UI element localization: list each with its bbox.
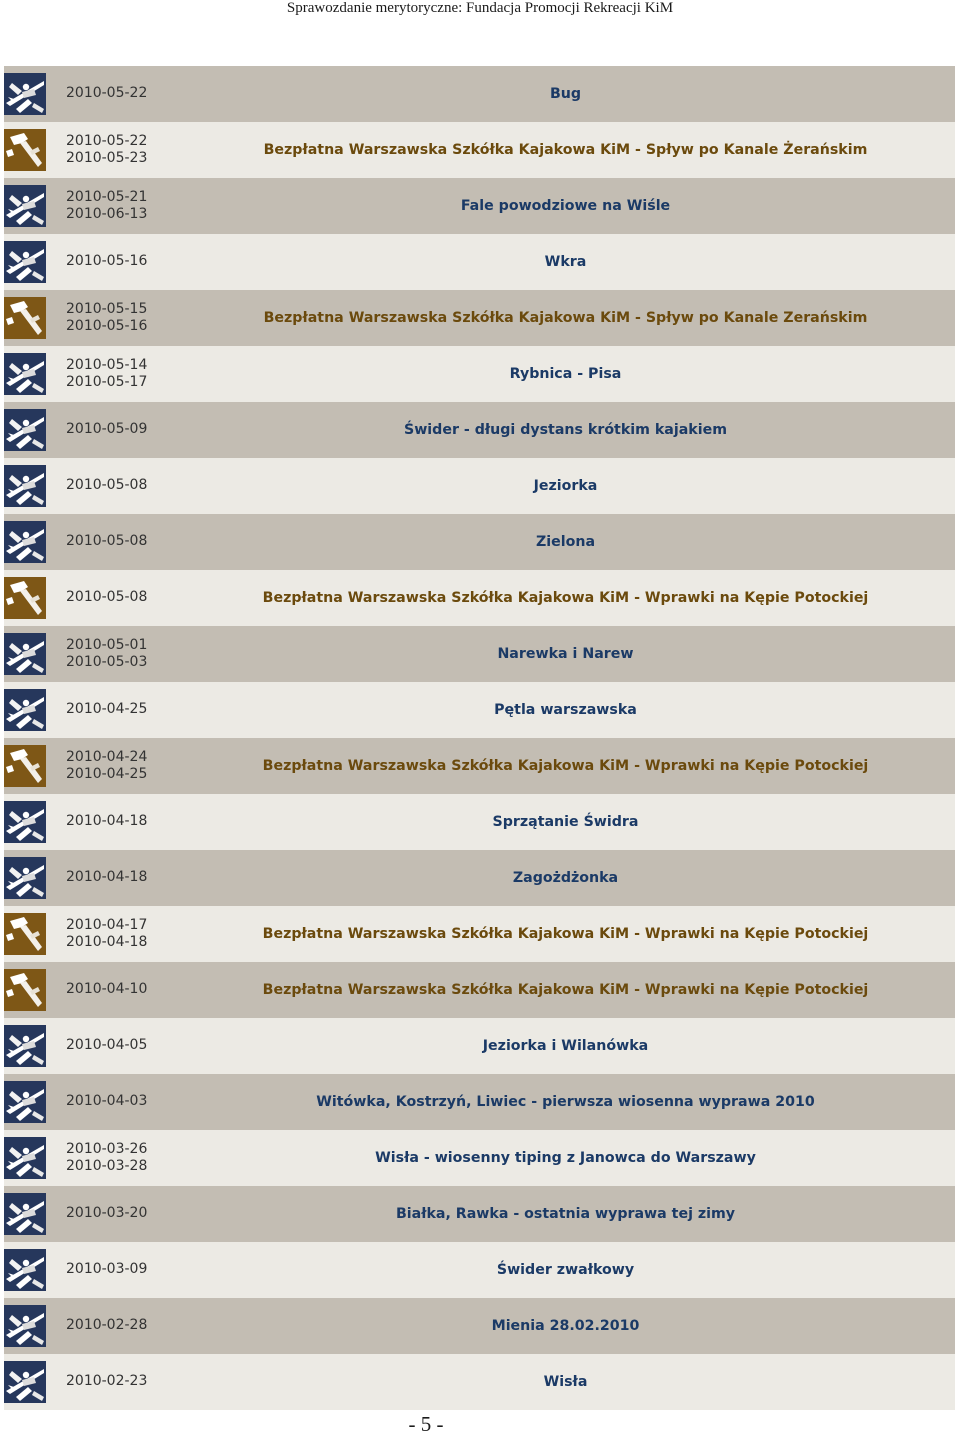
event-date: 2010-04-25 [66,766,148,782]
event-date: 2010-05-23 [66,150,148,166]
event-title-link[interactable]: Zagożdżonka [512,870,619,886]
event-title-link[interactable]: Bezpłatna Warszawska Szkółka Kajakowa KiM - Spływ po Kanale Żerańskim [263,142,868,158]
hammer-icon [4,913,46,955]
event-title-link[interactable]: Zielona [535,534,596,550]
list-item [4,682,955,738]
canoe-trip-icon [4,185,46,227]
event-dates [66,346,176,402]
event-date: 2010-03-28 [66,1158,148,1174]
event-date: 2010-06-13 [66,206,148,222]
event-title-link[interactable]: Bezpłatna Warszawska Szkółka Kajakowa KiM - Wprawki na Kępie Potockiej [262,926,869,942]
event-title-link[interactable]: Jeziorka i Wilanówka [482,1038,649,1054]
list-item [4,906,955,962]
event-date: 2010-03-26 [66,1140,148,1157]
event-title-link[interactable]: Świder zwałkowy [496,1262,635,1278]
event-title-link[interactable]: Fale powodziowe na Wiśle [460,198,671,214]
event-dates [66,682,176,738]
canoe-trip-icon [4,1361,46,1403]
list-item [4,850,955,906]
event-title-link[interactable]: Bezpłatna Warszawska Szkółka Kajakowa KiM - Wprawki na Kępie Potockiej [262,590,869,606]
list-item [4,1298,955,1354]
list-item [4,1130,955,1186]
event-title-link[interactable]: Rybnica - Pisa [509,366,622,382]
event-date: 2010-04-18 [66,869,148,886]
event-date: 2010-02-28 [66,1317,148,1334]
list-item [4,290,955,346]
event-date: 2010-02-23 [66,1373,148,1390]
event-dates [66,66,176,122]
event-title-link[interactable]: Białka, Rawka - ostatnia wyprawa tej zimy [395,1206,736,1222]
list-item [4,570,955,626]
list-item [4,458,955,514]
page-header: Sprawozdanie merytoryczne: Fundacja Promocji Rekreacji KiM [286,0,674,16]
canoe-trip-icon [4,465,46,507]
event-dates [66,1354,176,1410]
canoe-trip-icon [4,689,46,731]
event-date: 2010-05-17 [66,374,148,390]
canoe-trip-icon [4,241,46,283]
hammer-icon [4,129,46,171]
event-dates [66,402,176,458]
event-date: 2010-04-18 [66,934,148,950]
canoe-trip-icon [4,73,46,115]
event-dates [66,850,176,906]
canoe-trip-icon [4,353,46,395]
list-item [4,738,955,794]
event-date: 2010-05-15 [66,300,148,317]
event-dates [66,458,176,514]
list-item [4,1354,955,1410]
event-date: 2010-04-10 [66,981,148,998]
event-date: 2010-04-24 [66,748,148,765]
list-item [4,1018,955,1074]
page-number: - 5 - [408,1412,444,1436]
canoe-trip-icon [4,801,46,843]
canoe-trip-icon [4,857,46,899]
event-title-link[interactable]: Bezpłatna Warszawska Szkółka Kajakowa KiM - Wprawki na Kępie Potockiej [262,758,869,774]
event-dates [66,1242,176,1298]
canoe-trip-icon [4,1025,46,1067]
event-dates [66,794,176,850]
event-title-link[interactable]: Bezpłatna Warszawska Szkółka Kajakowa KiM - Spływ po Kanale Zerańskim [263,310,868,326]
canoe-trip-icon [4,1137,46,1179]
event-date: 2010-05-16 [66,253,148,270]
event-date: 2010-05-22 [66,85,148,102]
event-dates [66,514,176,570]
event-title-link[interactable]: Świder - długi dystans krótkim kajakiem [403,422,728,438]
event-date: 2010-05-14 [66,356,148,373]
event-title-link[interactable]: Pętla warszawska [494,702,637,718]
canoe-trip-icon [4,409,46,451]
list-item [4,178,955,234]
event-dates [66,1186,176,1242]
event-date: 2010-04-18 [66,813,148,830]
event-date: 2010-05-03 [66,654,148,670]
events-list [4,66,955,1410]
list-item [4,66,955,122]
list-item [4,122,955,178]
event-date: 2010-05-01 [66,636,148,653]
event-dates [66,178,176,234]
canoe-trip-icon [4,1081,46,1123]
list-item [4,1186,955,1242]
hammer-icon [4,969,46,1011]
event-dates [66,626,176,682]
list-item [4,794,955,850]
event-dates [66,1298,176,1354]
event-dates [66,962,176,1018]
canoe-trip-icon [4,1249,46,1291]
canoe-trip-icon [4,1305,46,1347]
event-title-link[interactable]: Jeziorka [533,478,598,494]
event-date: 2010-05-21 [66,188,148,205]
list-item [4,1242,955,1298]
canoe-trip-icon [4,1193,46,1235]
event-date: 2010-05-09 [66,421,148,438]
hammer-icon [4,297,46,339]
list-item [4,346,955,402]
event-date: 2010-05-08 [66,533,148,550]
event-date: 2010-05-22 [66,132,148,149]
list-item [4,626,955,682]
list-item [4,234,955,290]
event-dates [66,122,176,178]
hammer-icon [4,745,46,787]
event-dates [66,290,176,346]
event-title-link[interactable]: Wisła - wiosenny tiping z Janowca do Warszawy [375,1150,756,1166]
event-title-link[interactable]: Narewka i Narew [497,646,634,662]
canoe-trip-icon [4,521,46,563]
event-date: 2010-04-05 [66,1037,148,1054]
event-dates [66,234,176,290]
event-dates [66,1130,176,1186]
event-date: 2010-04-17 [66,916,148,933]
event-date: 2010-05-16 [66,318,148,334]
event-dates [66,570,176,626]
event-title-link[interactable]: Wisła [543,1374,588,1390]
event-date: 2010-04-25 [66,701,148,718]
event-date: 2010-05-08 [66,589,148,606]
event-title-link[interactable]: Sprzątanie Świdra [492,814,639,830]
list-item [4,1074,955,1130]
list-item [4,962,955,1018]
event-title-link[interactable]: Wkra [544,254,587,270]
event-date: 2010-04-03 [66,1093,148,1110]
event-title-link[interactable]: Witówka, Kostrzyń, Liwiec - pierwsza wiosenna wyprawa 2010 [316,1094,815,1110]
event-date: 2010-03-20 [66,1205,148,1222]
event-dates [66,1074,176,1130]
event-title-link[interactable]: Bezpłatna Warszawska Szkółka Kajakowa KiM - Wprawki na Kępie Potockiej [262,982,869,998]
event-date: 2010-03-09 [66,1261,148,1278]
event-dates [66,738,176,794]
event-date: 2010-05-08 [66,477,148,494]
canoe-trip-icon [4,633,46,675]
list-item [4,402,955,458]
event-title-link[interactable]: Mienia 28.02.2010 [491,1318,640,1334]
event-dates [66,1018,176,1074]
list-item [4,514,955,570]
event-title-link[interactable]: Bug [549,86,582,102]
hammer-icon [4,577,46,619]
event-dates [66,906,176,962]
